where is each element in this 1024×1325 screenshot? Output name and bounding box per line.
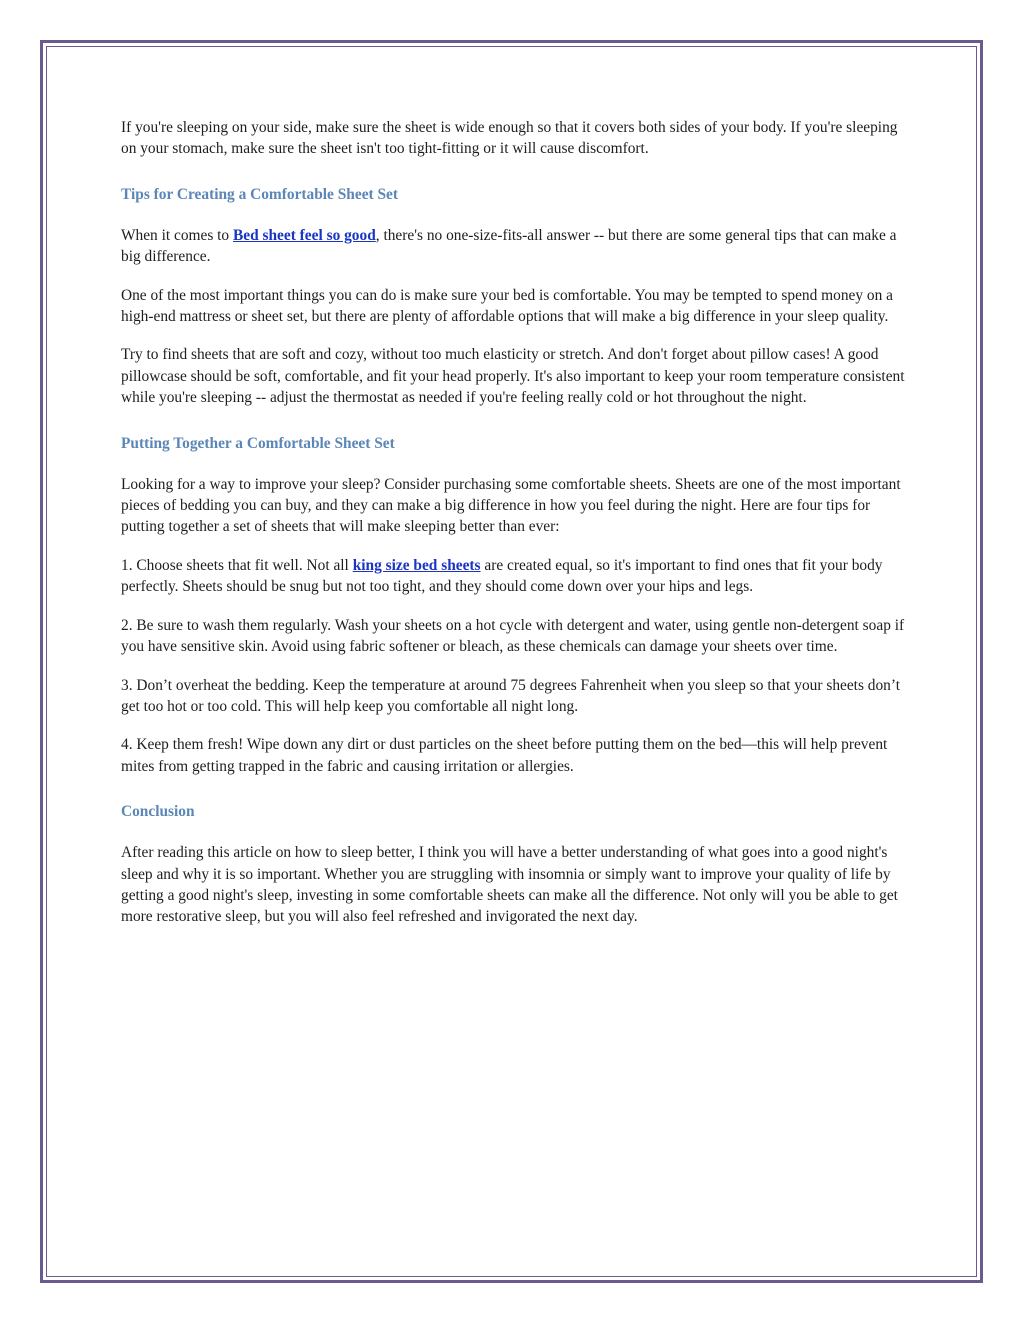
- putting-paragraph-1: Looking for a way to improve your sleep? Consider purchasing some comfortable sheets. Sheets are one of the most important pieces of bedding you can buy, and they can make a big difference in how you feel during the night. Here are four tips for putting together a set of sheets that will make sleeping better than ever:: [121, 475, 901, 536]
- tip-4-paragraph: 4. Keep them fresh! Wipe down any dirt or dust particles on the sheet before putting them on the bed—this will help prevent mites from getting trapped in the fabric and causing irritation or allergies.: [121, 736, 888, 775]
- bed-sheet-link[interactable]: Bed sheet feel so good: [232, 226, 376, 244]
- tip-2-paragraph: 2. Be sure to wash them regularly. Wash your sheets on a hot cycle with detergent and water, using gentle non-detergent soap if you have sensitive skin. Avoid using fabric softener or bleach, as these chemicals can damage your sheets over time.: [121, 616, 905, 656]
- tip-1-lead: 1. Choose sheets that fit well. Not all: [121, 556, 353, 574]
- tips-paragraph-1: [121, 225, 906, 268]
- document-body: [121, 117, 906, 945]
- tips-paragraph-3: Try to find sheets that are soft and cozy, without too much elasticity or stretch. And don't forget about pillow cases! A good pillowcase should be soft, comfortable, and fit your head properly. It's also important to keep your room temperature consistent while you're sleeping -- adjust the thermostat as needed if you're feeling really cold or hot throughout the night.: [121, 346, 905, 407]
- conclusion-heading: Conclusion: [121, 803, 195, 821]
- tips-paragraph-1-tail: , there's no one-size-fits-all answer -- but there are some general tips that can make a big difference.: [121, 226, 897, 266]
- tips-paragraph-1-lead: When it comes to: [121, 226, 233, 244]
- tip-1-paragraph: [121, 555, 906, 598]
- tips-paragraph-2: One of the most important things you can do is make sure your bed is comfortable. You may be tempted to spend money on a high-end mattress or sheet set, but there are plenty of affordable options that will make a big difference in your sleep quality.: [121, 286, 893, 326]
- tip-1-tail: are created equal, so it's important to find ones that fit your body perfectly. Sheets should be snug but not too tight, and they should come down over your hips and legs.: [121, 556, 883, 596]
- tip-3-paragraph: 3. Don’t overheat the bedding. Keep the temperature at around 75 degrees Fahrenheit when you sleep so that your sheets don’t get too hot or too cold. This will help keep you comfortable all night long.: [121, 676, 900, 715]
- putting-heading: Putting Together a Comfortable Sheet Set: [121, 434, 395, 452]
- tips-heading: Tips for Creating a Comfortable Sheet Set: [121, 185, 399, 203]
- king-size-bed-sheets-link[interactable]: king size bed sheets: [352, 556, 481, 574]
- conclusion-paragraph: After reading this article on how to sleep better, I think you will have a better understanding of what goes into a good night's sleep and why it is so important. Whether you are struggling with insomnia or simply want to improve your quality of life by getting a good night's sleep, investing in some comfortable sheets can make all the difference. Not only will you be able to get more restorative sleep, but you will also feel refreshed and invigorated the next day.: [121, 844, 898, 926]
- intro-paragraph: If you're sleeping on your side, make sure the sheet is wide enough so that it covers both sides of your body. If you're sleeping on your stomach, make sure the sheet isn't too tight-fitting or it will cause discomfort.: [121, 119, 898, 158]
